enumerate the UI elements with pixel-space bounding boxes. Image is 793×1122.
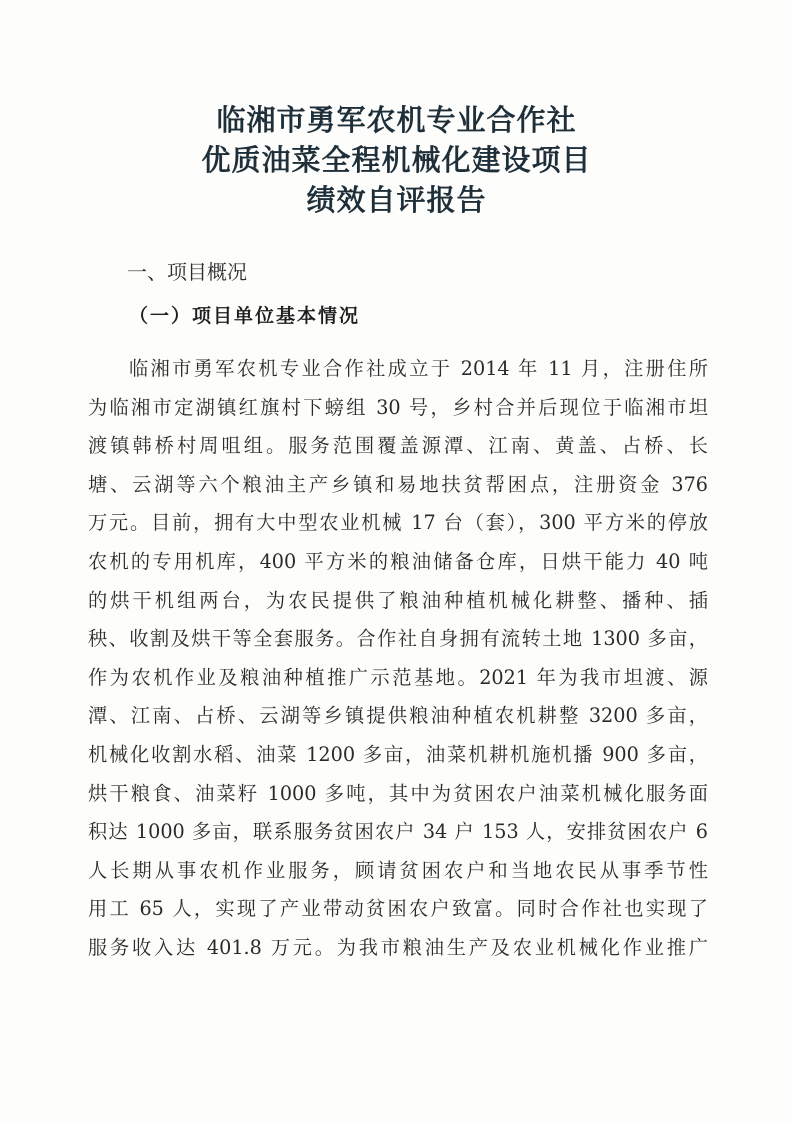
- body-line: 塘、云湖等六个粮油主产乡镇和易地扶贫帮困点，注册资金 376: [88, 472, 708, 496]
- body-line: 渡镇韩桥村周咀组。服务范围覆盖源潭、江南、黄盖、占桥、长: [88, 434, 708, 458]
- body-line: 作为农机作业及粮油种植推广示范基地。2021 年为我市坦渡、源: [88, 665, 708, 689]
- report-title: [0, 100, 793, 220]
- body-line: 的烘干机组两台，为农民提供了粮油种植机械化耕整、播种、插: [88, 588, 708, 612]
- title-line-3: 绩效自评报告: [306, 183, 487, 217]
- body-paragraph: [88, 350, 708, 968]
- section-heading: 一、项目概况: [127, 260, 247, 284]
- body-line: 秧、收割及烘干等全套服务。合作社自身拥有流转土地 1300 多亩，: [88, 627, 708, 651]
- body-line: 人长期从事农机作业服务，顾请贫困农户和当地农民从事季节性: [88, 858, 708, 882]
- body-line: 临湘市勇军农机专业合作社成立于 2014 年 11 月，注册住所: [129, 357, 708, 380]
- title-line-2: 优质油菜全程机械化建设项目: [201, 143, 592, 177]
- body-line: 为临湘市定湖镇红旗村下螃组 30 号，乡村合并后现位于临湘市坦: [88, 395, 708, 419]
- body-line: 潭、江南、占桥、云湖等乡镇提供粮油种植农机耕整 3200 多亩，: [88, 704, 708, 728]
- title-line-1: 临湘市勇军农机专业合作社: [216, 103, 577, 137]
- subsection-heading: （一）项目单位基本情况: [129, 305, 361, 327]
- body-line: 积达 1000 多亩，联系服务贫困农户 34 户 153 人，安排贫困农户 6: [88, 820, 708, 844]
- body-line: 烘干粮食、油菜籽 1000 多吨，其中为贫困农户油菜机械化服务面: [88, 781, 708, 805]
- body-line: 用工 65 人，实现了产业带动贫困农户致富。同时合作社也实现了: [88, 897, 708, 921]
- body-line: 机械化收割水稻、油菜 1200 多亩，油菜机耕机施机播 900 多亩，: [88, 742, 708, 766]
- body-line: 农机的专用机库，400 平方米的粮油储备仓库，日烘干能力 40 吨: [88, 549, 708, 573]
- body-line: 万元。目前，拥有大中型农业机械 17 台（套），300 平方米的停放: [88, 511, 708, 535]
- body-line: 服务收入达 401.8 万元。为我市粮油生产及农业机械化作业推广: [88, 935, 708, 959]
